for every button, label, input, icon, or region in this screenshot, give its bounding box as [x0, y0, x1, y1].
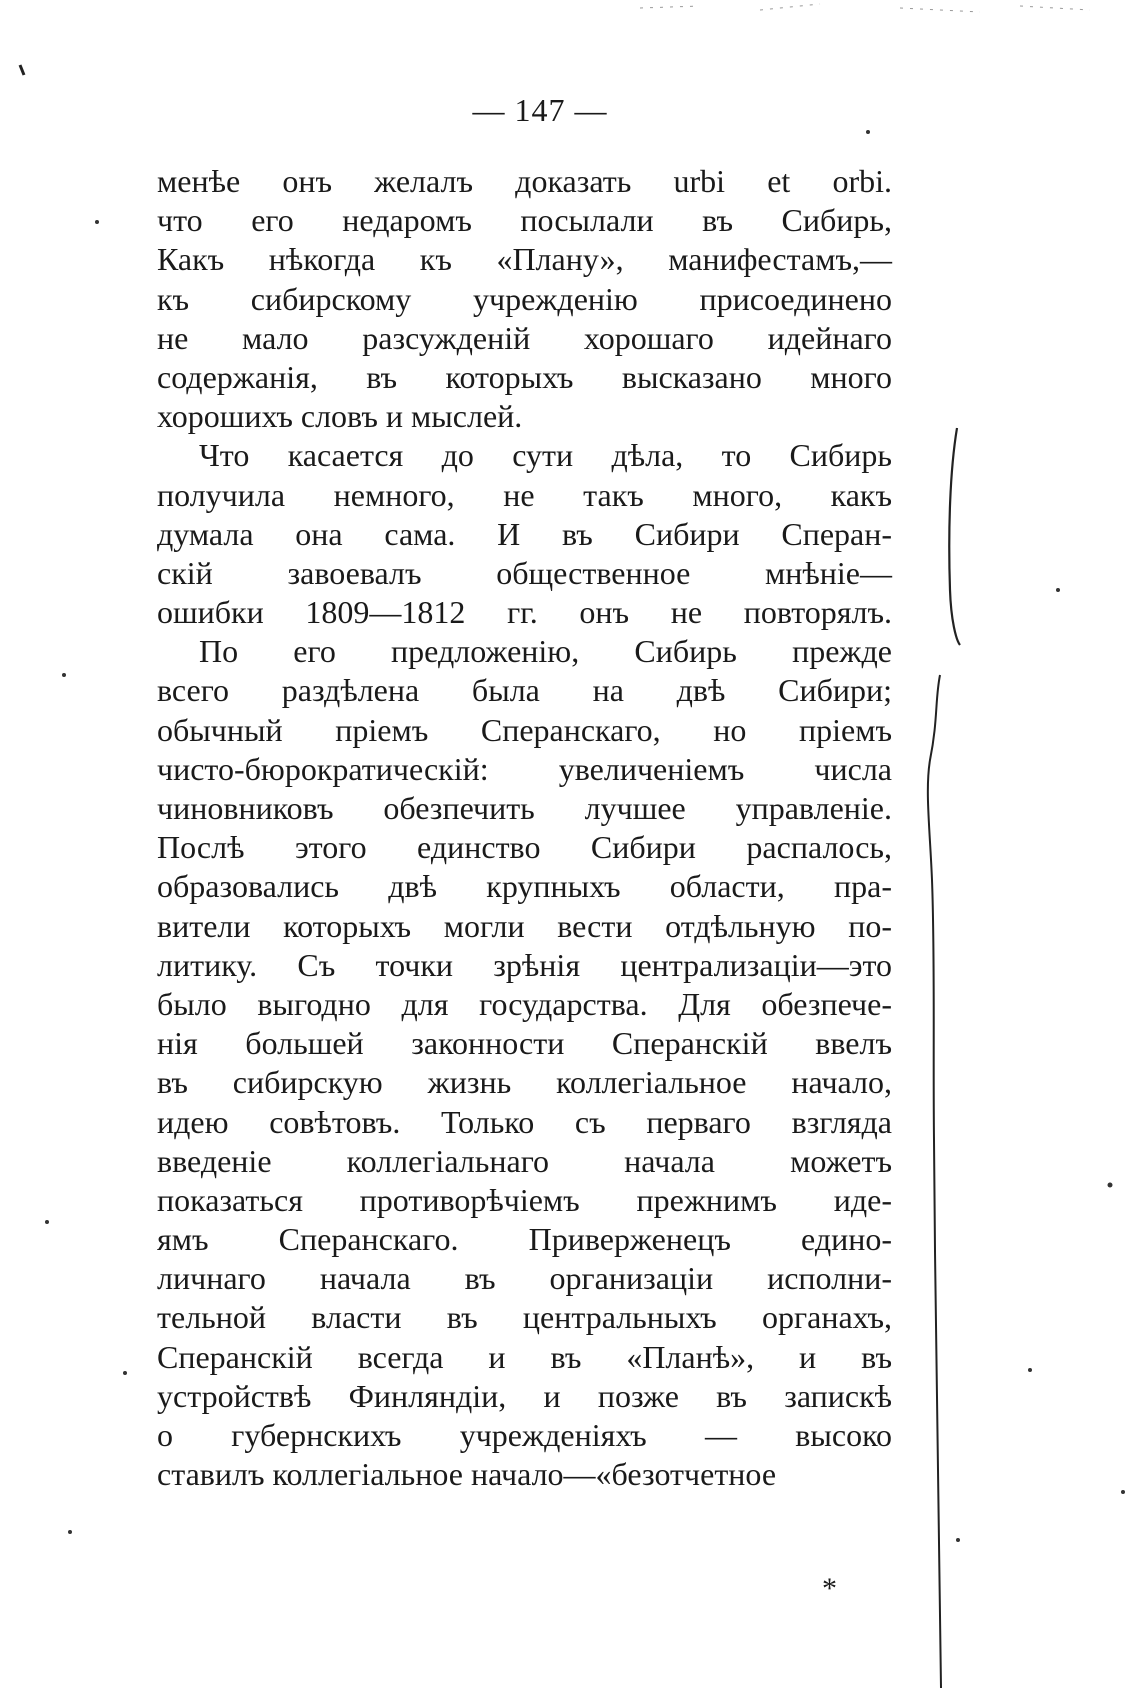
- text-line: скій завоевалъ общественное мнѣніе—: [157, 554, 892, 591]
- page-number: — 147 —: [472, 92, 608, 128]
- text-line: вители которыхъ могли вести отдѣльную по-: [157, 907, 892, 944]
- text-line: Какъ нѣкогда къ «Плану», манифестамъ,—: [157, 241, 892, 278]
- text-line: Послѣ этого единство Сибири распалось,: [157, 829, 892, 866]
- text-line: было выгодно для государства. Для обезпече-: [157, 985, 892, 1022]
- text-line: личнаго начала въ организаціи исполни-: [157, 1260, 892, 1297]
- text-line: что его недаромъ посылали въ Сибирь,: [157, 202, 892, 239]
- corner-pencil-stroke: [20, 65, 24, 75]
- text-line: устройствѣ Финляндіи, и позже въ запискѣ: [157, 1377, 892, 1414]
- text-line: о губернскихъ учрежденіяхъ — высоко: [157, 1417, 892, 1453]
- text-line: ямъ Сперанскаго. Приверженецъ едино-: [157, 1221, 892, 1258]
- text-line: думала она сама. И въ Сибири Сперан-: [157, 515, 892, 552]
- text-line: содержанія, въ которыхъ высказано много: [157, 358, 892, 395]
- text-line: обычный пріемъ Сперанскаго, но пріемъ: [157, 711, 892, 748]
- text-line: введеніе коллегіальнаго начала можетъ: [157, 1142, 892, 1179]
- text-line: ошибки 1809—1812 гг. онъ не повторялъ.: [157, 594, 892, 631]
- text-line: ставилъ коллегіальное начало—«безотчетное: [157, 1456, 777, 1493]
- footer-asterisk: *: [822, 1572, 837, 1605]
- text-line: идею совѣтовъ. Только съ перваго взгляда: [157, 1103, 892, 1140]
- text-line: получила немного, не такъ много, какъ: [157, 476, 892, 513]
- body-text: [157, 162, 892, 1494]
- text-line: Сперанскій всегда и въ «Планѣ», и въ: [157, 1338, 892, 1375]
- text-line: къ сибирскому учрежденію присоединено: [157, 280, 892, 317]
- text-line: образовались двѣ крупныхъ области, пра-: [157, 868, 892, 905]
- text-line: чисто-бюрократическій: увеличеніемъ числа: [157, 750, 892, 787]
- text-line: не мало разсужденій хорошаго идейнаго: [157, 319, 892, 356]
- text-line: нія большей законности Сперанскій ввелъ: [157, 1025, 892, 1062]
- text-line: хорошихъ словъ и мыслей.: [157, 398, 523, 435]
- text-line: показаться противорѣчіемъ прежнимъ иде-: [157, 1181, 892, 1218]
- text-line: чиновниковъ обезпечить лучшее управленіе.: [157, 790, 892, 826]
- text-line: По его предложенію, Сибирь прежде: [199, 633, 892, 670]
- text-line: менѣе онъ желалъ доказать urbi et orbi.: [157, 163, 892, 199]
- text-line: тельной власти въ центральныхъ органахъ,: [157, 1299, 892, 1336]
- text-line: литику. Съ точки зрѣнія централизаціи—это: [157, 946, 892, 983]
- text-line: Что касается до сути дѣла, то Сибирь: [199, 437, 892, 474]
- text-line: всего раздѣлена была на двѣ Сибири;: [157, 672, 892, 709]
- margin-bracket-lower: [928, 675, 941, 1688]
- margin-bracket-upper: [949, 428, 960, 645]
- text-line: въ сибирскую жизнь коллегіальное начало,: [157, 1064, 892, 1101]
